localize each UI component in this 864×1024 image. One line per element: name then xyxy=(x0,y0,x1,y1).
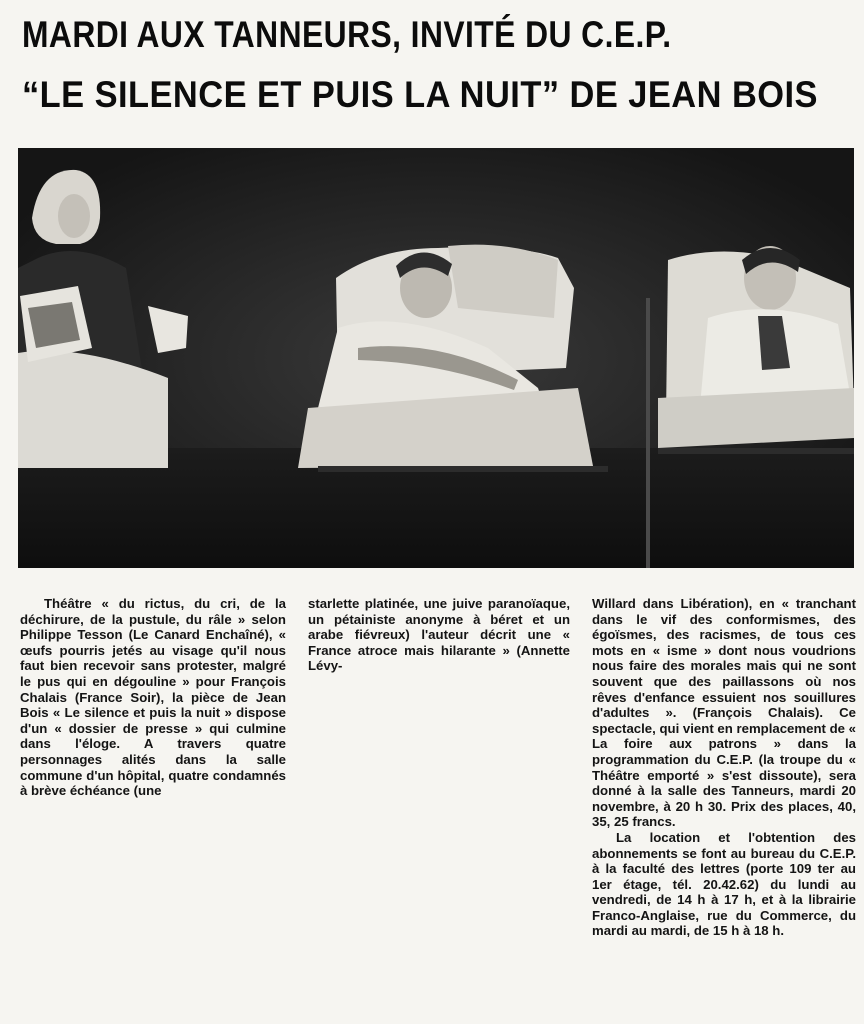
article-column-3-paragraph-2: La location et l'obtention des abonnements se font au bureau du C.E.P. à la faculté des lettres (porte 109 ter au 1er étage, tél. 20.42.62) du lundi au vendredi, de 14 h à 17 h, et à la librairie Franco-Anglaise, rue du Commerce, du mardi au mardi, de 15 h à 18 h. xyxy=(592,829,856,939)
article-column-3 xyxy=(592,596,856,939)
headline-line-1: MARDI AUX TANNEURS, INVITÉ DU C.E.P. xyxy=(22,14,672,55)
stage-photo-illustration xyxy=(18,148,854,568)
article-column-3-paragraph-1: Willard dans Libération), en « tranchant dans le vif des conformismes, des égoïsmes, des racismes, de tous ces mots en « isme » dont nous voudrions nous faire des morales mais qui ne sont souvent que des paillassons où nos rêves d'enfance essuient nos souillures d'adultes ». (François Chalais). Ce spectacle, qui vient en remplacement de « La foire aux patrons » dans la programmation du C.E.P. (la troupe du « Théâtre emporté » s'est dissoute), sera donné à la salle des Tanneurs, mardi 20 novembre, à 20 h 30. Prix des places, 40, 35, 25 francs. xyxy=(592,596,856,830)
article-column-1: Théâtre « du rictus, du cri, de la déchirure, de la pustule, du râle » selon Philippe Tesson (Le Canard Enchaîné), « œufs pourris jetés au visage qu'il nous faut bien recevoir sans protester, malgré le pus qui en dégouline » pour François Chalais (France Soir), la pièce de Jean Bois « Le silence et puis la nuit » dispose d'un « dossier de presse » qui culmine dans l'éloge. A travers quatre personnages alités dans la salle commune d'un hôpital, quatre condamnés à brève échéance (une xyxy=(20,596,286,799)
article-column-2: starlette platinée, une juive paranoïaque, un pétainiste anonyme à béret et un arabe fiévreux) l'auteur décrit une « France atroce mais hilarante » (Annette Lévy- xyxy=(308,596,570,674)
actor-figure-middle xyxy=(298,245,593,468)
bed-frame-right xyxy=(658,448,854,454)
stage-photo xyxy=(18,148,854,568)
bed-frame-middle xyxy=(318,466,608,472)
headline-line-2: “LE SILENCE ET PUIS LA NUIT” DE JEAN BOIS xyxy=(22,74,818,115)
